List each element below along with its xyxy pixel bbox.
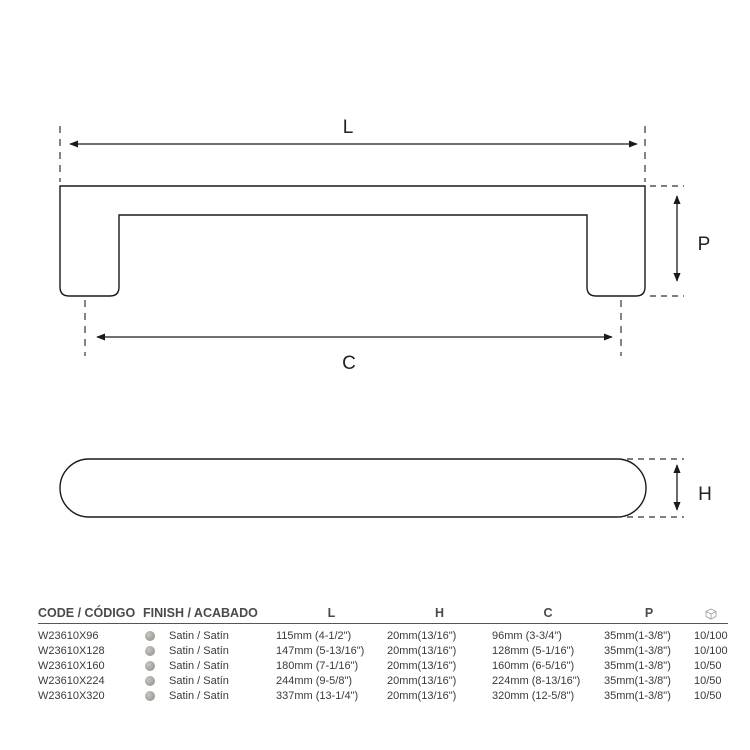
cell-c: 128mm (5-1/16") — [492, 645, 575, 657]
length-label: L — [342, 117, 354, 138]
cell-code: W23610X224 — [38, 675, 105, 687]
cell-h: 20mm(13/16") — [387, 645, 457, 657]
cell-code: W23610X128 — [38, 645, 105, 657]
table-header-row — [38, 606, 728, 624]
cell-finish — [143, 624, 276, 645]
cell-pack: 10/50 — [694, 660, 722, 672]
finish-text: Satin / Satín — [169, 660, 229, 672]
table-row — [38, 689, 728, 704]
cell-code: W23610X96 — [38, 630, 99, 642]
header-p: P — [604, 606, 694, 624]
finish-swatch-icon — [145, 661, 155, 671]
cell-p: 35mm(1-3/8") — [604, 630, 671, 642]
cell-l: 337mm (13-1/4") — [276, 690, 359, 702]
center-label: C — [342, 353, 356, 374]
header-code: CODE / CÓDIGO — [38, 606, 143, 624]
cell-l: 180mm (7-1/16") — [276, 660, 359, 672]
cell-c: 160mm (6-5/16") — [492, 660, 575, 672]
cell-l: 147mm (5-13/16") — [276, 645, 365, 657]
cell-h: 20mm(13/16") — [387, 675, 457, 687]
cell-h: 20mm(13/16") — [387, 630, 457, 642]
header-h: H — [387, 606, 492, 624]
cell-finish — [143, 659, 276, 674]
cell-finish — [143, 674, 276, 689]
finish-text: Satin / Satín — [169, 645, 229, 657]
finish-text: Satin / Satín — [169, 690, 229, 702]
box-icon — [705, 608, 717, 620]
handle-side-view — [60, 186, 645, 296]
cell-c: 224mm (8-13/16") — [492, 675, 581, 687]
finish-text: Satin / Satín — [169, 630, 229, 642]
table-row — [38, 644, 728, 659]
cell-c: 96mm (3-3/4") — [492, 630, 562, 642]
cell-pack: 10/50 — [694, 690, 722, 702]
cell-code: W23610X320 — [38, 690, 105, 702]
header-finish: FINISH / ACABADO — [143, 606, 276, 624]
table-row — [38, 624, 728, 645]
table-row — [38, 674, 728, 689]
finish-swatch-icon — [145, 631, 155, 641]
cell-h: 20mm(13/16") — [387, 660, 457, 672]
cell-l: 244mm (9-5/8") — [276, 675, 353, 687]
cell-code: W23610X160 — [38, 660, 105, 672]
cell-c: 320mm (12-5/8") — [492, 690, 575, 702]
cell-p: 35mm(1-3/8") — [604, 660, 671, 672]
finish-text: Satin / Satín — [169, 675, 229, 687]
cell-pack: 10/50 — [694, 675, 722, 687]
cell-pack: 10/100 — [694, 630, 728, 642]
finish-swatch-icon — [145, 676, 155, 686]
header-l: L — [276, 606, 387, 624]
finish-swatch-icon — [145, 646, 155, 656]
cell-pack: 10/100 — [694, 645, 728, 657]
handle-top-view — [60, 459, 646, 517]
cell-finish — [143, 689, 276, 704]
cell-p: 35mm(1-3/8") — [604, 645, 671, 657]
finish-swatch-icon — [145, 691, 155, 701]
cell-l: 115mm (4-1/2") — [276, 630, 352, 642]
table-row — [38, 659, 728, 674]
header-pack — [694, 606, 728, 624]
cell-p: 35mm(1-3/8") — [604, 690, 671, 702]
cell-h: 20mm(13/16") — [387, 690, 457, 702]
height-label: H — [698, 484, 712, 505]
header-c: C — [492, 606, 604, 624]
cell-finish — [143, 644, 276, 659]
spec-table — [38, 606, 728, 704]
cell-p: 35mm(1-3/8") — [604, 675, 671, 687]
projection-label: P — [697, 234, 711, 255]
